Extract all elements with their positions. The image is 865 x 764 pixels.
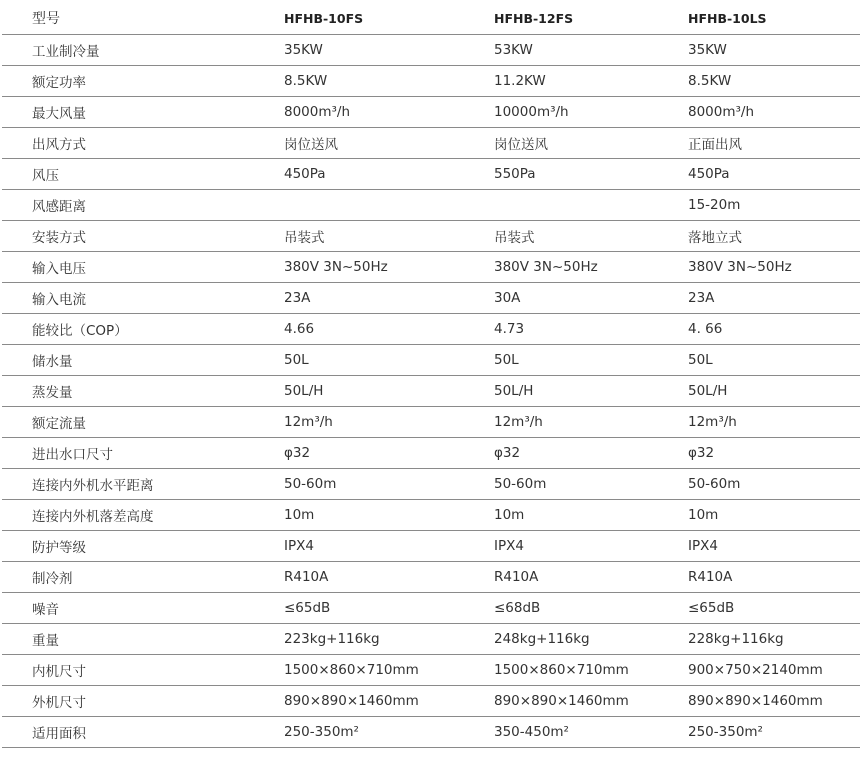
value-cell: 12m³/h <box>684 406 860 437</box>
value-cell: 350-450m² <box>490 716 684 747</box>
row-label-cell: 进出水口尺寸 <box>2 437 280 468</box>
value-cell: 10m <box>684 499 860 530</box>
value-cell: 380V 3N~50Hz <box>684 251 860 282</box>
value-cell: 8000m³/h <box>280 96 490 127</box>
table-row <box>2 530 860 561</box>
row-label-cell: 储水量 <box>2 344 280 375</box>
row-label-cell: 最大风量 <box>2 96 280 127</box>
value-cell: 30A <box>490 282 684 313</box>
value-cell: IPX4 <box>490 530 684 561</box>
model-cell: HFHB-10FS <box>280 3 490 34</box>
table-row <box>2 716 860 747</box>
row-label-cell: 噪音 <box>2 592 280 623</box>
value-cell: IPX4 <box>684 530 860 561</box>
value-cell: φ32 <box>490 437 684 468</box>
value-cell: 岗位送风 <box>280 127 490 158</box>
model-cell: HFHB-10LS <box>684 3 860 34</box>
value-cell: 450Pa <box>280 158 490 189</box>
table-row <box>2 344 860 375</box>
value-cell: 50-60m <box>280 468 490 499</box>
value-cell: 8.5KW <box>280 65 490 96</box>
row-label-cell: 额定功率 <box>2 65 280 96</box>
table-header-row <box>2 3 860 34</box>
value-cell: 10m <box>280 499 490 530</box>
table-row <box>2 251 860 282</box>
header-label-cell: 型号 <box>2 3 280 34</box>
table-row <box>2 468 860 499</box>
value-cell: 10m <box>490 499 684 530</box>
value-cell: IPX4 <box>280 530 490 561</box>
value-cell: 35KW <box>684 34 860 65</box>
value-cell: 900×750×2140mm <box>684 654 860 685</box>
table-row <box>2 406 860 437</box>
row-label-cell: 风压 <box>2 158 280 189</box>
value-cell: R410A <box>490 561 684 592</box>
value-cell: 250-350m² <box>280 716 490 747</box>
table-row <box>2 375 860 406</box>
value-cell: R410A <box>684 561 860 592</box>
table-row <box>2 127 860 158</box>
value-cell: 4. 66 <box>684 313 860 344</box>
table-row <box>2 65 860 96</box>
table-row <box>2 282 860 313</box>
value-cell: 50L/H <box>490 375 684 406</box>
value-cell: 380V 3N~50Hz <box>280 251 490 282</box>
value-cell: 380V 3N~50Hz <box>490 251 684 282</box>
value-cell: 250-350m² <box>684 716 860 747</box>
row-label-cell: 工业制冷量 <box>2 34 280 65</box>
value-cell: 吊装式 <box>280 220 490 251</box>
row-label-cell: 额定流量 <box>2 406 280 437</box>
value-cell: 23A <box>280 282 490 313</box>
value-cell: 8000m³/h <box>684 96 860 127</box>
row-label-cell: 连接内外机水平距离 <box>2 468 280 499</box>
value-cell: ≤65dB <box>280 592 490 623</box>
table-row <box>2 654 860 685</box>
value-cell: 53KW <box>490 34 684 65</box>
value-cell: 890×890×1460mm <box>684 685 860 716</box>
value-cell: ≤68dB <box>490 592 684 623</box>
value-cell: 450Pa <box>684 158 860 189</box>
value-cell: 吊装式 <box>490 220 684 251</box>
row-label-cell: 输入电压 <box>2 251 280 282</box>
table-row <box>2 189 860 220</box>
value-cell: 550Pa <box>490 158 684 189</box>
row-label-cell: 防护等级 <box>2 530 280 561</box>
value-cell: 10000m³/h <box>490 96 684 127</box>
value-cell: 1500×860×710mm <box>280 654 490 685</box>
value-cell: 890×890×1460mm <box>490 685 684 716</box>
value-cell: 50L <box>280 344 490 375</box>
row-label-cell: 制冷剂 <box>2 561 280 592</box>
table-row <box>2 685 860 716</box>
row-label-cell: 内机尺寸 <box>2 654 280 685</box>
table-row <box>2 437 860 468</box>
spec-table <box>2 3 860 748</box>
value-cell: 15-20m <box>684 189 860 220</box>
value-cell: 223kg+116kg <box>280 623 490 654</box>
table-row <box>2 623 860 654</box>
value-cell: 1500×860×710mm <box>490 654 684 685</box>
table-row <box>2 561 860 592</box>
value-cell: 23A <box>684 282 860 313</box>
value-cell: 248kg+116kg <box>490 623 684 654</box>
value-cell: ≤65dB <box>684 592 860 623</box>
value-cell: 50-60m <box>490 468 684 499</box>
value-cell: R410A <box>280 561 490 592</box>
table-row <box>2 34 860 65</box>
row-label-cell: 能较比（COP） <box>2 313 280 344</box>
model-cell: HFHB-12FS <box>490 3 684 34</box>
value-cell: 12m³/h <box>280 406 490 437</box>
value-cell: 正面出风 <box>684 127 860 158</box>
value-cell: 落地立式 <box>684 220 860 251</box>
row-label-cell: 连接内外机落差高度 <box>2 499 280 530</box>
value-cell: 50L/H <box>280 375 490 406</box>
value-cell: 岗位送风 <box>490 127 684 158</box>
value-cell: 8.5KW <box>684 65 860 96</box>
row-label-cell: 出风方式 <box>2 127 280 158</box>
value-cell: 890×890×1460mm <box>280 685 490 716</box>
table-row <box>2 220 860 251</box>
table-row <box>2 96 860 127</box>
row-label-cell: 输入电流 <box>2 282 280 313</box>
row-label-cell: 重量 <box>2 623 280 654</box>
value-cell: 50-60m <box>684 468 860 499</box>
value-cell: 12m³/h <box>490 406 684 437</box>
value-cell: φ32 <box>684 437 860 468</box>
row-label-cell: 风感距离 <box>2 189 280 220</box>
value-cell: 35KW <box>280 34 490 65</box>
value-cell <box>490 189 684 220</box>
table-row <box>2 592 860 623</box>
value-cell: 4.73 <box>490 313 684 344</box>
table-row <box>2 158 860 189</box>
table-row <box>2 499 860 530</box>
table-row <box>2 313 860 344</box>
value-cell: 50L <box>684 344 860 375</box>
value-cell: φ32 <box>280 437 490 468</box>
value-cell <box>280 189 490 220</box>
row-label-cell: 安装方式 <box>2 220 280 251</box>
row-label-cell: 蒸发量 <box>2 375 280 406</box>
row-label-cell: 外机尺寸 <box>2 685 280 716</box>
value-cell: 50L <box>490 344 684 375</box>
row-label-cell: 适用面积 <box>2 716 280 747</box>
value-cell: 50L/H <box>684 375 860 406</box>
value-cell: 4.66 <box>280 313 490 344</box>
value-cell: 228kg+116kg <box>684 623 860 654</box>
value-cell: 11.2KW <box>490 65 684 96</box>
